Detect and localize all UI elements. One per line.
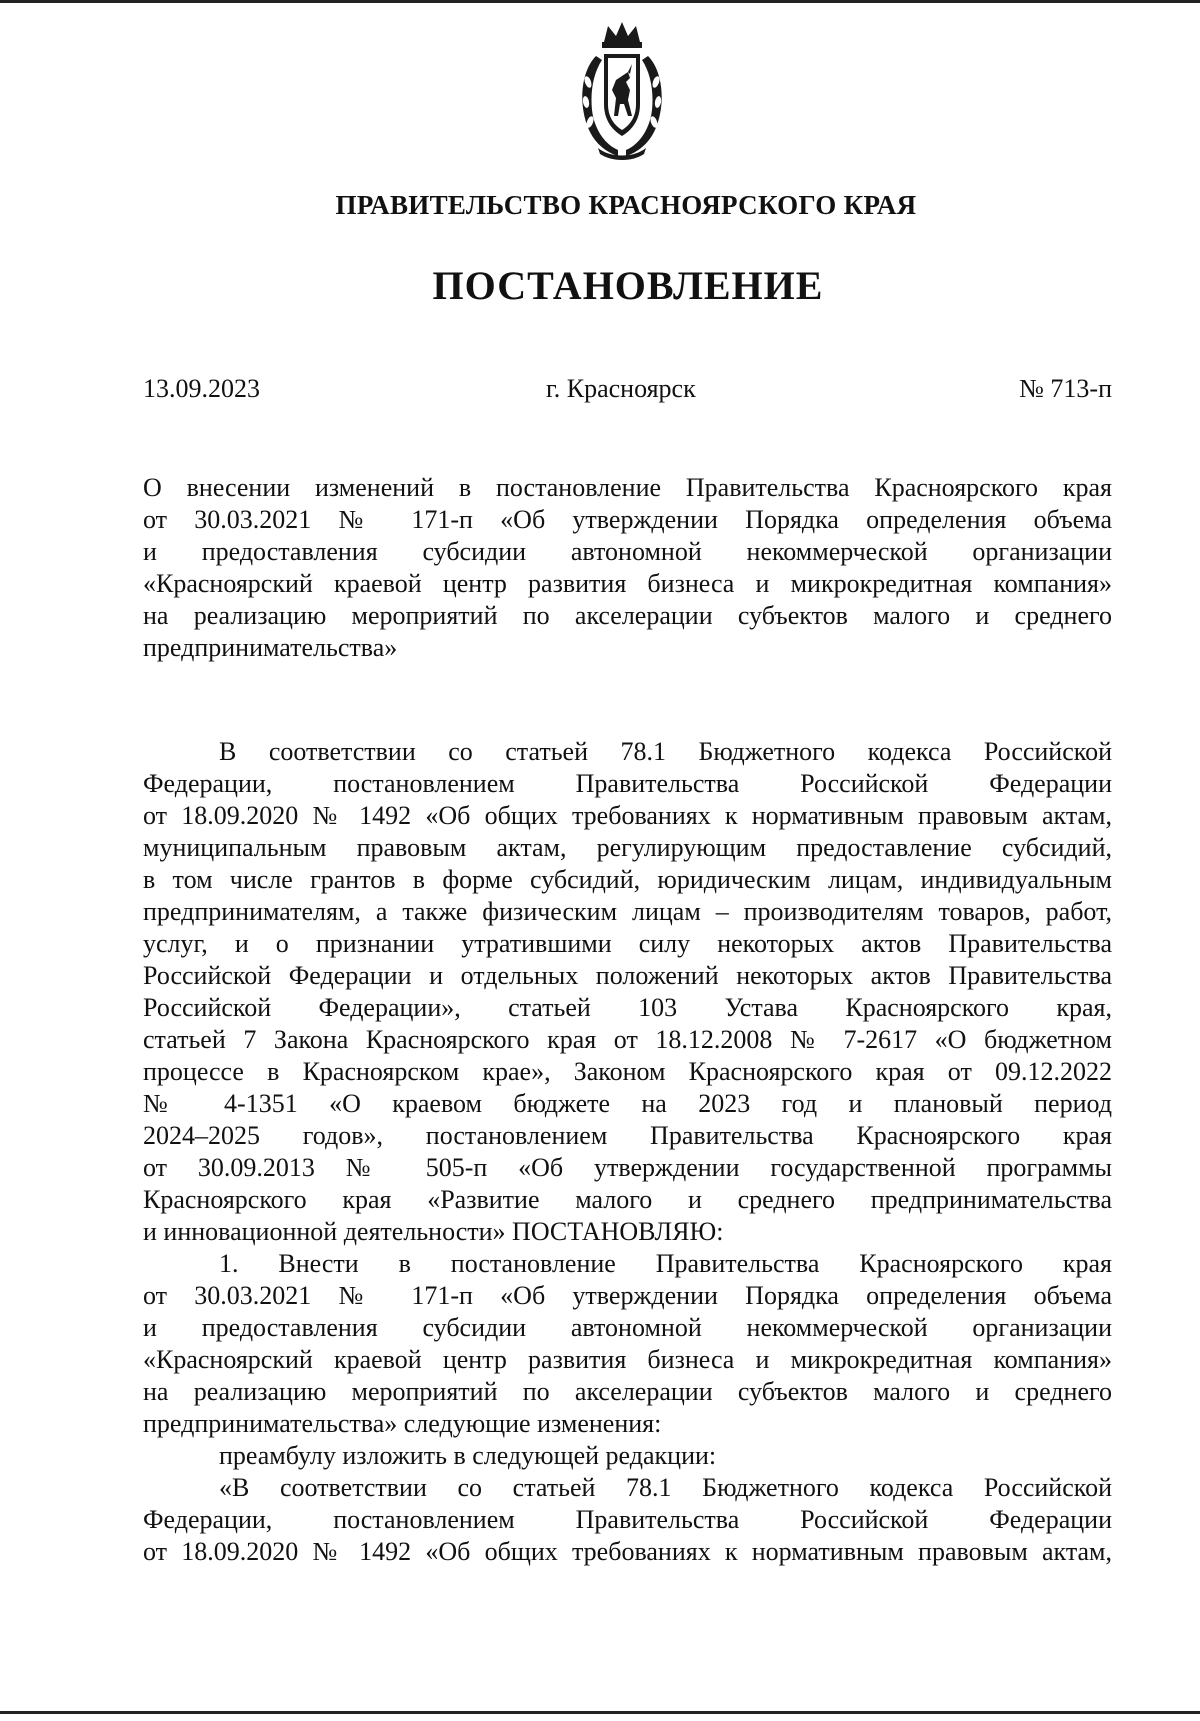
document-title xyxy=(143,472,1112,664)
body-line: «Красноярский краевой центр развития бизнеса и микрокредитная компания» xyxy=(143,1345,1112,1374)
body-line: Красноярского края «Развитие малого и среднего предпринимательства xyxy=(143,1185,1112,1214)
body-line: «В соответствии со статьей 78.1 Бюджетного кодекса Российской xyxy=(219,1473,1112,1502)
body-line: от 30.09.2013 № 505-п «Об утверждении государственной программы xyxy=(143,1153,1112,1182)
body-line: и инновационной деятельности» ПОСТАНОВЛЯЮ: xyxy=(143,1217,724,1246)
title-line: «Красноярский краевой центр развития бизнеса и микрокредитная компания» xyxy=(143,569,1112,598)
body-line: в том числе грантов в форме субсидий, юридическим лицам, индивидуальным xyxy=(143,865,1112,894)
body-line: № 4-1351 «О краевом бюджете на 2023 год и плановый период xyxy=(143,1089,1112,1118)
body-line: процессе в Красноярском крае», Законом Красноярского края от 09.12.2022 xyxy=(143,1057,1112,1086)
document-city: г. Красноярск xyxy=(546,374,696,403)
body-line: от 30.03.2021 № 171-п «Об утверждении Порядка определения объема xyxy=(143,1281,1112,1310)
body-line: Российской Федерации и отдельных положений некоторых актов Правительства xyxy=(143,961,1112,990)
title-line: О внесении изменений в постановление Правительства Красноярского края xyxy=(143,473,1112,502)
body-line: и предоставления субсидии автономной некоммерческой организации xyxy=(143,1313,1112,1342)
body-line: статьей 7 Закона Красноярского края от 18.12.2008 № 7-2617 «О бюджетном xyxy=(143,1025,1112,1054)
body-line: Российской Федерации», статьей 103 Устава Красноярского края, xyxy=(143,993,1112,1022)
body-line: Федерации, постановлением Правительства Российской Федерации xyxy=(143,1505,1112,1534)
body-line: от 18.09.2020 № 1492 «Об общих требованиях к нормативным правовым актам, xyxy=(143,801,1112,830)
document-meta xyxy=(143,374,1112,410)
body-line: от 18.09.2020 № 1492 «Об общих требованиях к нормативным правовым актам, xyxy=(143,1537,1112,1566)
body-line: предпринимательства» следующие изменения: xyxy=(143,1409,662,1438)
body-line: Федерации, постановлением Правительства Российской Федерации xyxy=(143,769,1112,798)
government-name: ПРАВИТЕЛЬСТВО КРАСНОЯРСКОГО КРАЯ xyxy=(335,190,917,220)
body-line: 1. Внести в постановление Правительства Красноярского края xyxy=(219,1249,1112,1278)
scan-edge-top xyxy=(0,0,1200,3)
document-body xyxy=(143,736,1112,1568)
title-line: от 30.03.2021 № 171-п «Об утверждении Порядка определения объема xyxy=(143,505,1112,534)
body-line: В соответствии со статьей 78.1 Бюджетного кодекса Российской xyxy=(219,737,1112,766)
title-line: предпринимательства» xyxy=(143,633,398,662)
coat-of-arms-emblem xyxy=(574,20,670,162)
body-line: 2024–2025 годов», постановлением Правительства Красноярского края xyxy=(143,1121,1112,1150)
body-line: предпринимателям, а также физическим лицам – производителям товаров, работ, xyxy=(143,897,1112,926)
title-line: и предоставления субсидии автономной некоммерческой организации xyxy=(143,537,1112,566)
document-number: № 713-п xyxy=(1019,374,1112,403)
title-line: на реализацию мероприятий по акселерации субъектов малого и среднего xyxy=(143,601,1112,630)
body-line: муниципальным правовым актам, регулирующим предоставление субсидий, xyxy=(143,833,1112,862)
document-type: ПОСТАНОВЛЕНИЕ xyxy=(432,263,824,308)
body-line: услуг, и о признании утратившими силу некоторых актов Правительства xyxy=(143,929,1112,958)
scan-edge-bottom xyxy=(0,1711,1200,1714)
document-date: 13.09.2023 xyxy=(143,374,260,403)
body-line: преамбулу изложить в следующей редакции: xyxy=(219,1441,717,1470)
body-line: на реализацию мероприятий по акселерации субъектов малого и среднего xyxy=(143,1377,1112,1406)
